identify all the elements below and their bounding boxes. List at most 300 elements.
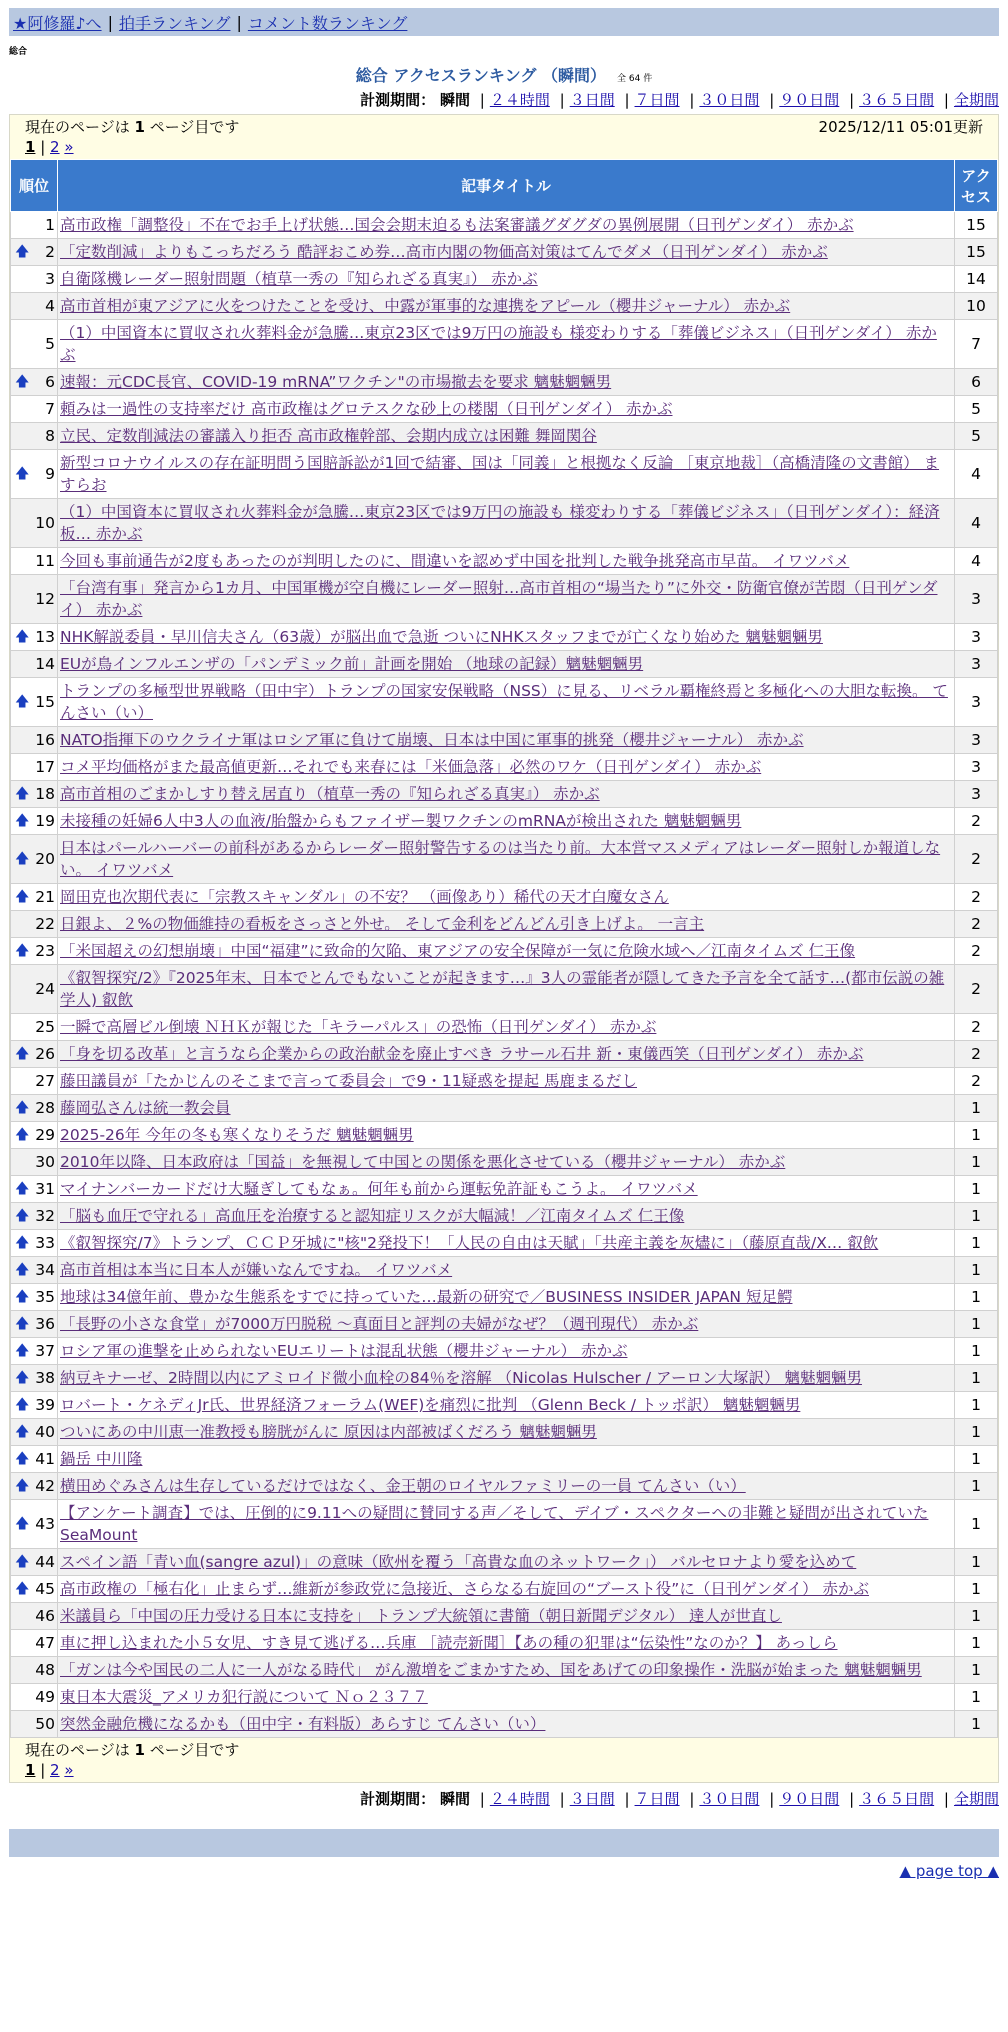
rank-cell [11, 965, 58, 1014]
rank-cell [11, 1149, 58, 1176]
table-row [11, 727, 998, 754]
article-link[interactable]: 《叡智探究/2》『2025年末、日本でとんでもないことが起きます…』3人の霊能者が隠してきた予言を全て話す…(都市伝説の雑学人) 叡飲 [60, 969, 945, 1009]
rank-number: 35 [35, 1288, 55, 1306]
title-cell [58, 1338, 955, 1365]
access-count: 1 [955, 1338, 998, 1365]
table-row [11, 239, 998, 266]
table-row [11, 1122, 998, 1149]
article-link[interactable]: 藤田議員が「たかじんのそこまで言って委員会」で9・11疑惑を提起 馬鹿まるだし [60, 1072, 638, 1090]
period-all[interactable]: 全期間 [953, 1790, 999, 1808]
title-cell [58, 1684, 955, 1711]
category-label: 総合 [9, 47, 28, 57]
up-arrow-icon: 🡅 [15, 1343, 30, 1359]
article-link[interactable]: 一瞬で高層ビル倒壊 ＮＨＫが報じた「キラーパルス」の恐怖（日刊ゲンダイ） 赤かぶ [60, 1018, 657, 1036]
article-link[interactable]: 立民、定数削減法の審議入り拒否 高市政権幹部、会期内成立は困難 舞岡関谷 [60, 427, 597, 445]
title-cell [58, 1149, 955, 1176]
period-selector-top: 計測期間： 瞬間 | ２４時間 | ３日間 | ７日間 | ３０日間 | ９０日間 | ３６５日間 | 全期間 [360, 91, 999, 109]
period-current: 瞬間 [439, 91, 470, 109]
article-link[interactable]: 「定数削減」よりもこっちだろう 酷評おこめ券…高市内閣の物価高対策はてんでダメ（日刊ゲンダイ） 赤かぶ [60, 243, 828, 261]
title-cell [58, 781, 955, 808]
article-link[interactable]: 高市首相は本当に日本人が嫌いなんですね。 イワツバメ [60, 1261, 453, 1279]
title-cell [58, 1500, 955, 1549]
rank-cell [11, 1392, 58, 1419]
rank-cell [11, 1473, 58, 1500]
rank-cell [11, 369, 58, 396]
article-link[interactable]: NATO指揮下のウクライナ軍はロシア軍に負けて崩壊、日本は中国に軍事的挑発（櫻井ジャーナル） 赤かぶ [60, 731, 804, 749]
rank-cell [11, 1230, 58, 1257]
table-row [11, 1311, 998, 1338]
title-cell [58, 965, 955, 1014]
rank-cell [11, 938, 58, 965]
up-arrow-icon: 🡅 [15, 1127, 30, 1143]
header-count: アクセス [955, 160, 998, 212]
ranking-title: 総合 アクセスランキング （瞬間） [355, 66, 606, 85]
rank-number: 22 [35, 915, 55, 933]
article-link[interactable]: 高市政権「調整役」不在でお手上げ状態…国会会期末迫るも法案審議グダグダの異例展開（日刊ゲンダイ） 赤かぶ [60, 216, 854, 234]
table-row [11, 1500, 998, 1549]
up-arrow-icon: 🡅 [15, 813, 30, 829]
rank-cell [11, 320, 58, 369]
article-link[interactable]: 頼みは一過性の支持率だけ 高市政権はグロテスクな砂上の楼閣（日刊ゲンダイ） 赤かぶ [60, 400, 673, 418]
access-count: 2 [955, 884, 998, 911]
header-title: 記事タイトル [58, 160, 955, 212]
rank-number: 17 [35, 758, 55, 776]
article-link[interactable]: スペイン語「青い血(sangre azul)」の意味（欧州を覆う「高貴な血のネットワーク」） バルセロナより愛を込めて [60, 1553, 857, 1571]
title-cell [58, 1014, 955, 1041]
table-row [11, 1149, 998, 1176]
access-count: 3 [955, 624, 998, 651]
article-link[interactable]: ロシア軍の進撃を止められないEUエリートは混乱状態（櫻井ジャーナル） 赤かぶ [60, 1342, 628, 1360]
article-link[interactable]: 【アンケート調査】では、圧倒的に9.11への疑問に賛同する声／そして、デイブ・スペクターへの非難と疑問が出されていた SeaMount [60, 1504, 929, 1544]
table-row [11, 320, 998, 369]
title-cell [58, 835, 955, 884]
rank-number: 26 [35, 1045, 55, 1063]
access-count: 1 [955, 1311, 998, 1338]
article-link[interactable]: EUが鳥インフルエンザの「パンデミック前」計画を開始 （地球の記録）魑魅魍魎男 [60, 655, 644, 673]
access-count: 4 [955, 499, 998, 548]
table-row [11, 1630, 998, 1657]
up-arrow-icon: 🡅 [15, 943, 30, 959]
title-cell [58, 1446, 955, 1473]
rank-cell [11, 781, 58, 808]
access-count: 1 [955, 1392, 998, 1419]
article-link[interactable]: 日銀よ、２%の物価維持の看板をさっさと外せ。 そして金利をどんどん引き上げよ。 一言主 [60, 915, 705, 933]
table-row [11, 1684, 998, 1711]
article-link[interactable]: ついにあの中川恵一准教授も膀胱がんに 原因は内部被ばくだろう 魑魅魍魎男 [60, 1423, 597, 1441]
rank-cell [11, 727, 58, 754]
pager-arrow[interactable]: » [64, 138, 74, 156]
pager-current: 1 [25, 138, 36, 156]
period-24h[interactable]: ２４時間 [489, 1790, 550, 1808]
up-arrow-icon: 🡅 [15, 1478, 30, 1494]
article-link[interactable]: 地球は34億年前、豊かな生態系をすでに持っていた…最新の研究で／BUSINESS INSIDER JAPAN 短足鰐 [60, 1288, 793, 1306]
title-cell [58, 1176, 955, 1203]
rank-number: 27 [35, 1072, 55, 1090]
rank-number: 7 [45, 400, 55, 418]
article-link[interactable]: 藤岡弘さんは統一教会員 [60, 1099, 231, 1117]
rank-number: 34 [35, 1261, 55, 1279]
comment-ranking-link[interactable]: コメント数ランキング [247, 13, 408, 33]
article-link[interactable]: 2010年以降、日本政府は「国益」を無視して中国との関係を悪化させている（櫻井ジャーナル） 赤かぶ [60, 1153, 786, 1171]
article-link[interactable]: 横田めぐみさんは生存しているだけではなく、金王朝のロイヤルファミリーの一員 てんさい（い） [60, 1477, 746, 1495]
table-row [11, 266, 998, 293]
article-link[interactable]: 突然金融危機になるかも（田中宇・有料版）あらすじ てんさい（い） [60, 1715, 546, 1733]
access-count: 1 [955, 1176, 998, 1203]
period-365d[interactable]: ３６５日間 [859, 91, 935, 109]
table-row [11, 1603, 998, 1630]
rank-number: 25 [35, 1018, 55, 1036]
period-90d[interactable]: ９０日間 [779, 1790, 840, 1808]
article-link[interactable]: 日本はパールハーバーの前科があるからレーダー照射警告するのは当たり前。大本営マスメディアはレーダー照射しか報道しない。 イワツバメ [60, 839, 941, 879]
rank-number: 1 [45, 216, 55, 234]
rank-number: 4 [45, 297, 55, 315]
up-arrow-icon: 🡅 [15, 1516, 30, 1532]
access-count: 1 [955, 1365, 998, 1392]
rank-cell [11, 1630, 58, 1657]
title-cell [58, 239, 955, 266]
up-arrow-icon: 🡅 [15, 1208, 30, 1224]
rank-cell [11, 293, 58, 320]
up-arrow-icon: 🡅 [15, 1046, 30, 1062]
table-row [11, 499, 998, 548]
rank-number: 3 [45, 270, 55, 288]
article-link[interactable]: 「ガンは今や国民の二人に一人がなる時代」 がん激増をごまかすため、国をあげての印象操作・洗脳が始まった 魑魅魍魎男 [60, 1661, 922, 1679]
updated-time: 2025/12/11 05:01更新 [818, 118, 983, 136]
table-row [11, 1446, 998, 1473]
article-link[interactable]: マイナンバーカードだけ大騒ぎしてもなぁ。何年も前から運転免許証もこうよ。 イワツバメ [60, 1180, 698, 1198]
title-cell [58, 678, 955, 727]
title-cell [58, 1473, 955, 1500]
rank-cell [11, 1257, 58, 1284]
footer-bar [9, 1829, 999, 1857]
article-link[interactable]: 「台湾有事」発言から1カ月、中国軍機が空自機にレーダー照射…高市首相の“場当たり”に外交・防衛官僚が苦悶（日刊ゲンダイ） 赤かぶ [60, 579, 938, 619]
up-arrow-icon: 🡅 [15, 1262, 30, 1278]
access-count: 3 [955, 575, 998, 624]
table-row [11, 575, 998, 624]
table-row [11, 1230, 998, 1257]
rank-cell [11, 678, 58, 727]
access-count: 6 [955, 369, 998, 396]
period-label: 計測期間： [360, 91, 436, 109]
access-count: 1 [955, 1203, 998, 1230]
up-arrow-icon: 🡅 [15, 694, 30, 710]
table-row [11, 1041, 998, 1068]
title-cell [58, 1068, 955, 1095]
rank-cell [11, 1711, 58, 1738]
period-current: 瞬間 [439, 1790, 470, 1808]
title-cell [58, 548, 955, 575]
access-count: 1 [955, 1473, 998, 1500]
period-7d[interactable]: ７日間 [634, 91, 680, 109]
rank-number: 8 [45, 427, 55, 445]
article-link[interactable]: 「身を切る改革」と言うなら企業からの政治献金を廃止すべき ラサール石井 新・東儀西笑（日刊ゲンダイ） 赤かぶ [60, 1045, 864, 1063]
title-cell [58, 754, 955, 781]
rank-cell [11, 1068, 58, 1095]
rank-cell [11, 1446, 58, 1473]
title-cell [58, 1230, 955, 1257]
rank-cell [11, 1176, 58, 1203]
access-count: 15 [955, 212, 998, 239]
rank-number: 5 [45, 335, 55, 353]
up-arrow-icon: 🡅 [15, 851, 30, 867]
up-arrow-icon: 🡅 [15, 1370, 30, 1386]
home-link[interactable]: ★阿修羅♪へ [13, 13, 102, 33]
table-row [11, 624, 998, 651]
up-arrow-icon: 🡅 [15, 1316, 30, 1332]
access-count: 10 [955, 293, 998, 320]
article-link[interactable]: 「脳も血圧で守れる」高血圧を治療すると認知症リスクが大幅減！／江南タイムズ 仁王像 [60, 1207, 685, 1225]
rank-cell [11, 911, 58, 938]
rank-number: 45 [35, 1580, 55, 1598]
article-link[interactable]: 「米国超えの幻想崩壊」中国“福建”に致命的欠陥、東アジアの安全保障が一気に危険水域へ／江南タイムズ 仁王像 [60, 942, 856, 960]
rank-number: 28 [35, 1099, 55, 1117]
period-30d[interactable]: ３０日間 [699, 1790, 760, 1808]
access-count: 4 [955, 548, 998, 575]
article-link[interactable]: 未接種の妊婦6人中3人の血液/胎盤からもファイザー製ワクチンのmRNAが検出された 魑魅魍魎男 [60, 812, 742, 830]
applause-ranking-link[interactable]: 拍手ランキング [118, 13, 231, 33]
title-cell [58, 1041, 955, 1068]
title-cell [58, 808, 955, 835]
up-arrow-icon: 🡅 [15, 374, 30, 390]
rank-number: 15 [35, 693, 55, 711]
article-link[interactable]: 今回も事前通告が2度もあったのが判明したのに、間違いを認めず中国を批判した戦争挑発高市早苗。 イワツバメ [60, 552, 850, 570]
rank-cell [11, 239, 58, 266]
rank-number: 39 [35, 1396, 55, 1414]
rank-cell [11, 1041, 58, 1068]
rank-number: 48 [35, 1661, 55, 1679]
access-count: 2 [955, 911, 998, 938]
rank-number: 42 [35, 1477, 55, 1495]
access-count: 3 [955, 754, 998, 781]
table-row [11, 1068, 998, 1095]
page-top-link[interactable]: ▲ page top ▲ [899, 1862, 999, 1880]
table-row [11, 884, 998, 911]
pager-next[interactable]: 2 [50, 138, 60, 156]
title-cell [58, 1284, 955, 1311]
table-row [11, 1365, 998, 1392]
article-link[interactable]: 鍋岳 中川隆 [60, 1450, 143, 1468]
period-30d[interactable]: ３０日間 [699, 91, 760, 109]
article-link[interactable]: 《叡智探究/7》トランプ、ＣＣＰ牙城に"核"2発投下！「人民の自由は天賦」「共産主義を灰燼に」（藤原直哉/X… 叡飲 [60, 1234, 879, 1252]
access-count: 1 [955, 1603, 998, 1630]
access-count: 15 [955, 239, 998, 266]
title-cell [58, 1365, 955, 1392]
article-link[interactable]: 「長野の小さな食堂」が7000万円脱税 〜真面目と評判の夫婦がなぜ？（週刊現代） 赤かぶ [60, 1315, 699, 1333]
article-link[interactable]: 東日本大震災_アメリカ犯行説について Ｎｏ２３７７ [60, 1688, 428, 1706]
title-cell [58, 423, 955, 450]
access-count: 3 [955, 727, 998, 754]
up-arrow-icon: 🡅 [15, 244, 30, 260]
table-row [11, 1284, 998, 1311]
access-count: 2 [955, 965, 998, 1014]
rank-number: 10 [35, 514, 55, 532]
access-count: 1 [955, 1684, 998, 1711]
article-link[interactable]: 高市政権の「極右化」止まらず…維新が参政党に急接近、さらなる右旋回の“ブースト役”に（日刊ゲンダイ） 赤かぶ [60, 1580, 870, 1598]
access-count: 1 [955, 1576, 998, 1603]
table-row [11, 938, 998, 965]
table-row [11, 1203, 998, 1230]
rank-cell [11, 212, 58, 239]
rank-number: 29 [35, 1126, 55, 1144]
article-link[interactable]: トランプの多極型世界戦略（田中宇）トランプの国家安保戦略（NSS）に見る、リベラル覇権終焉と多極化への大胆な転換。 てんさい（い） [60, 682, 948, 722]
table-row [11, 548, 998, 575]
rank-number: 9 [45, 465, 55, 483]
article-link[interactable]: ロバート・ケネディJr氏、世界経済フォーラム(WEF)を痛烈に批判 （Glenn Beck / トッポ訳） 魑魅魍魎男 [60, 1396, 801, 1414]
period-label: 計測期間： [360, 1790, 436, 1808]
article-link[interactable]: 岡田克也次期代表に「宗教スキャンダル」の不安？ （画像あり）稀代の天才白魔女さん [60, 888, 669, 906]
rank-number: 19 [35, 812, 55, 830]
access-count: 2 [955, 1014, 998, 1041]
rank-cell [11, 651, 58, 678]
up-arrow-icon: 🡅 [15, 786, 30, 802]
article-link[interactable]: コメ平均価格がまた最高値更新…それでも来春には「米価急落」必然のワケ（日刊ゲンダイ） 赤かぶ [60, 758, 762, 776]
article-link[interactable]: 自衛隊機レーダー照射問題（植草一秀の『知られざる真実』） 赤かぶ [60, 270, 538, 288]
title-cell [58, 1576, 955, 1603]
access-count: 14 [955, 266, 998, 293]
rank-number: 33 [35, 1234, 55, 1252]
up-arrow-icon: 🡅 [15, 1289, 30, 1305]
access-count: 5 [955, 396, 998, 423]
rank-cell [11, 884, 58, 911]
rank-number: 47 [35, 1634, 55, 1652]
title-cell [58, 624, 955, 651]
rank-number: 40 [35, 1423, 55, 1441]
total-count: 全 64 件 [617, 74, 653, 84]
page-info-top [10, 115, 998, 159]
rank-cell [11, 754, 58, 781]
nav-separator: | [236, 12, 242, 32]
up-arrow-icon: 🡅 [15, 1451, 30, 1467]
access-count: 7 [955, 320, 998, 369]
article-link[interactable]: 高市首相のごまかしすり替え居直り（植草一秀の『知られざる真実』） 赤かぶ [60, 785, 600, 803]
pager-arrow[interactable]: » [64, 1761, 74, 1779]
period-3d[interactable]: ３日間 [569, 91, 615, 109]
table-row [11, 911, 998, 938]
title-cell [58, 293, 955, 320]
rank-number: 24 [35, 980, 55, 998]
access-count: 1 [955, 1257, 998, 1284]
rank-cell [11, 548, 58, 575]
title-cell [58, 1257, 955, 1284]
rank-number: 21 [35, 888, 55, 906]
up-arrow-icon: 🡅 [15, 889, 30, 905]
article-link[interactable]: 2025-26年 今年の冬も寒くなりそうだ 魑魅魍魎男 [60, 1126, 414, 1144]
table-row [11, 808, 998, 835]
rank-number: 37 [35, 1342, 55, 1360]
up-arrow-icon: 🡅 [15, 1554, 30, 1570]
rank-number: 12 [35, 590, 55, 608]
table-row [11, 450, 998, 499]
rank-cell [11, 1419, 58, 1446]
period-365d[interactable]: ３６５日間 [859, 1790, 935, 1808]
title-cell [58, 1311, 955, 1338]
pager-current: 1 [25, 1761, 36, 1779]
rank-number: 31 [35, 1180, 55, 1198]
title-cell [58, 1392, 955, 1419]
table-row [11, 1257, 998, 1284]
rank-number: 6 [45, 373, 55, 391]
article-link[interactable]: NHK解説委員・早川信夫さん（63歳）が脳出血で急逝 ついにNHKスタッフまでが亡くなり始めた 魑魅魍魎男 [60, 628, 823, 646]
pager-next[interactable]: 2 [50, 1761, 60, 1779]
up-arrow-icon: 🡅 [15, 1397, 30, 1413]
rank-number: 13 [35, 628, 55, 646]
table-row [11, 1657, 998, 1684]
table-row [11, 1549, 998, 1576]
article-link[interactable]: 速報：元CDC長官、COVID-19 mRNA”ワクチン"の市場撤去を要求 魑魅魍魎男 [60, 373, 612, 391]
table-row [11, 1176, 998, 1203]
article-link[interactable]: （1）中国資本に買収され火葬料金が急騰…東京23区では9万円の施設も 様変わりする「葬儀ビジネス」（日刊ゲンダイ）：経済板… 赤かぶ [60, 503, 940, 543]
table-row [11, 1711, 998, 1738]
page-top-row [9, 1857, 999, 1885]
access-count: 1 [955, 1419, 998, 1446]
rank-number: 18 [35, 785, 55, 803]
rank-number: 11 [35, 552, 55, 570]
rank-cell [11, 1603, 58, 1630]
rank-cell [11, 1203, 58, 1230]
title-cell [58, 212, 955, 239]
rank-number: 36 [35, 1315, 55, 1333]
article-link[interactable]: 新型コロナウイルスの存在証明問う国賠訴訟が1回で結審、国は「同義」と根拠なく反論 ［東京地裁］（高橋清隆の文書館） ますらお [60, 454, 940, 494]
access-count: 2 [955, 808, 998, 835]
rank-cell [11, 1576, 58, 1603]
table-row [11, 835, 998, 884]
rank-cell [11, 624, 58, 651]
title-cell [58, 1419, 955, 1446]
access-count: 2 [955, 835, 998, 884]
article-link[interactable]: 車に押し込まれた小５女児、すき見て逃げる…兵庫 ［読売新聞］【あの種の犯罪は“伝染性”なのか？】 あっしら [60, 1634, 838, 1652]
pager-bottom: 1 | 2 » [25, 1761, 74, 1779]
access-count: 1 [955, 1711, 998, 1738]
article-link[interactable]: 納豆キナーゼ、2時間以内にアミロイド微小血栓の84％を溶解 （Nicolas Hulscher / アーロン大塚訳） 魑魅魍魎男 [60, 1369, 862, 1387]
title-cell [58, 1549, 955, 1576]
up-arrow-icon: 🡅 [15, 1100, 30, 1116]
rank-cell [11, 1014, 58, 1041]
title-cell [58, 884, 955, 911]
nav-separator: | [107, 12, 113, 32]
header-rank: 順位 [11, 160, 58, 212]
access-count: 1 [955, 1149, 998, 1176]
article-link[interactable]: 米議員ら「中国の圧力受ける日本に支持を」 トランプ大統領に書簡（朝日新聞デジタル） 達人が世直し [60, 1607, 782, 1625]
title-cell [58, 651, 955, 678]
period-3d[interactable]: ３日間 [569, 1790, 615, 1808]
article-link[interactable]: （1）中国資本に買収され火葬料金が急騰…東京23区では9万円の施設も 様変わりする「葬儀ビジネス」（日刊ゲンダイ） 赤かぶ [60, 324, 937, 364]
period-24h[interactable]: ２４時間 [489, 91, 550, 109]
rank-cell [11, 423, 58, 450]
title-cell [58, 369, 955, 396]
title-cell [58, 1657, 955, 1684]
table-row [11, 965, 998, 1014]
article-link[interactable]: 高市首相が東アジアに火をつけたことを受け、中露が軍事的な連携をアピール（櫻井ジャーナル） 赤かぶ [60, 297, 791, 315]
rank-cell [11, 1284, 58, 1311]
rank-cell [11, 1338, 58, 1365]
rank-number: 20 [35, 850, 55, 868]
ranking-box [9, 114, 999, 1783]
rank-number: 43 [35, 1515, 55, 1533]
period-all[interactable]: 全期間 [953, 91, 999, 109]
title-cell [58, 266, 955, 293]
ranking-table [10, 159, 998, 1738]
table-row [11, 293, 998, 320]
current-page-text: 現在のページは 1 ページ目です [25, 118, 240, 136]
period-7d[interactable]: ７日間 [634, 1790, 680, 1808]
up-arrow-icon: 🡅 [15, 1424, 30, 1440]
table-row [11, 1473, 998, 1500]
rank-number: 46 [35, 1607, 55, 1625]
title-cell [58, 1630, 955, 1657]
period-90d[interactable]: ９０日間 [779, 91, 840, 109]
title-cell [58, 450, 955, 499]
table-row [11, 1392, 998, 1419]
